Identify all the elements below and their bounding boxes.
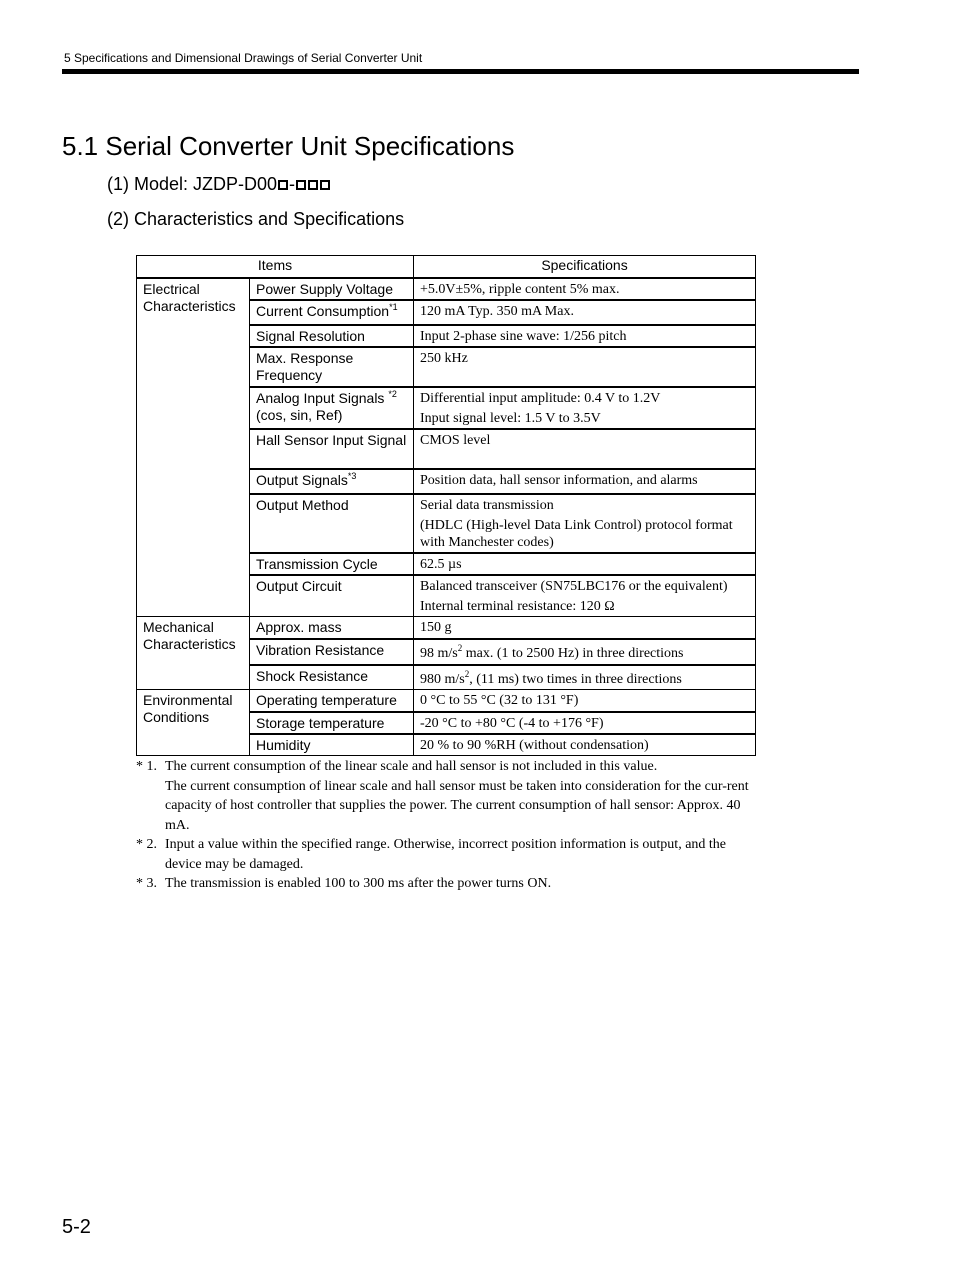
spec-line: 0 °C to 55 °C (32 to 131 °F) (420, 693, 579, 708)
spec-cell (414, 575, 756, 617)
spec-cell (414, 734, 756, 756)
item-cell (250, 690, 414, 712)
spec-cell (414, 387, 756, 429)
model-label: (1) Model: JZDP-D00 (107, 174, 278, 194)
item-label: Vibration Resistance (256, 641, 385, 658)
col-header-items: Items (137, 256, 414, 279)
item-cell (250, 387, 414, 429)
footnote-ref: *1 (389, 302, 398, 312)
footnote-text-continued: The current consumption of linear scale and hall sensor must be taken into consideration for the cur-rent capacity of host controller that supplies the power. The current consumption of hall sensor: Approx. 40 mA. (165, 778, 749, 833)
category-cell: Mechanical Characteristics (137, 617, 250, 690)
item-label: Max. Response Frequency (256, 350, 354, 383)
spec-cell (414, 429, 756, 469)
footnote-text: The current consumption of the linear scale and hall sensor is not included in this value. (165, 759, 658, 774)
header-rule (62, 69, 859, 74)
placeholder-box-icon (320, 180, 330, 190)
spec-line: Input signal level: 1.5 V to 3.5V (420, 411, 601, 426)
item-label: Current Consumption (256, 303, 390, 319)
item-label: Transmission Cycle (256, 556, 378, 572)
table-header-row (137, 256, 756, 279)
unit-exponent: 2 (457, 642, 463, 653)
placeholder-box-icon (296, 180, 306, 190)
spec-cell (414, 553, 756, 575)
footnote-ref: *3 (347, 471, 357, 481)
spec-cell (414, 325, 756, 347)
page-number: 5-2 (62, 1216, 91, 1238)
spec-line: 20 % to 90 %RH (without condensation) (420, 737, 649, 753)
item-label: Shock Resistance (256, 667, 369, 684)
footnote (136, 874, 756, 894)
item-label: Operating temperature (256, 692, 397, 708)
item-cell (250, 665, 414, 690)
item-label: Output Signals (256, 472, 348, 488)
model-heading (107, 174, 331, 195)
item-label: Output Circuit (256, 578, 342, 594)
category-cell: Environmental Conditions (137, 690, 250, 756)
spec-line: Balanced transceiver (SN75LBC176 or the equivalent) (420, 579, 728, 594)
spec-line: 150 g (420, 620, 452, 635)
item-cell (250, 575, 414, 617)
spec-cell (414, 494, 756, 553)
category-cell: Electrical Characteristics (137, 278, 250, 617)
item-cell (250, 300, 414, 325)
spec-line: Position data, hall sensor information, and alarms (420, 473, 698, 488)
item-cell (250, 494, 414, 553)
spec-line: 62.5 µs (420, 557, 462, 572)
unit-exponent: 2 (464, 668, 470, 679)
table-row (137, 617, 756, 639)
spec-cell (414, 300, 756, 325)
spec-line: CMOS level (420, 433, 491, 448)
item-cell (250, 617, 414, 639)
spec-line: (HDLC (High-level Data Link Control) protocol format with Manchester codes) (420, 518, 733, 550)
spec-text: max. (1 to 2500 Hz) in three directions (462, 645, 684, 661)
footnote-text: The transmission is enabled 100 to 300 ms after the power turns ON. (165, 876, 552, 891)
spec-cell (414, 617, 756, 639)
item-label: Power Supply Voltage (256, 281, 393, 297)
item-cell (250, 734, 414, 756)
spec-cell (414, 639, 756, 665)
spec-line: 120 mA Typ. 350 mA Max. (420, 304, 574, 319)
item-label: Signal Resolution (256, 328, 365, 344)
running-header: 5 Specifications and Dimensional Drawings of Serial Converter Unit (64, 51, 423, 65)
item-label: Approx. mass (256, 619, 342, 635)
table-body (137, 278, 756, 756)
spec-line: Internal terminal resistance: 120 Ω (420, 599, 615, 614)
footnote (136, 757, 756, 835)
spec-cell (414, 278, 756, 300)
table-row (137, 278, 756, 300)
spec-line: +5.0V±5%, ripple content 5% max. (420, 282, 620, 297)
col-header-specifications: Specifications (414, 256, 756, 279)
spec-cell (414, 712, 756, 734)
spec-line: Differential input amplitude: 0.4 V to 1.2V (420, 391, 661, 406)
item-label: Hall Sensor Input Signal (256, 432, 407, 448)
footnote (136, 835, 756, 874)
item-cell (250, 347, 414, 387)
item-cell (250, 325, 414, 347)
spec-cell (414, 665, 756, 690)
spec-line: Serial data transmission (420, 498, 554, 513)
spec-text: 980 m/s (420, 671, 465, 687)
footnote-text: Input a value within the specified range. Otherwise, incorrect position information is output, and the device may be damaged. (165, 837, 727, 872)
item-label: Analog Input Signals (256, 390, 389, 406)
model-dash: - (289, 174, 296, 194)
placeholder-box-icon (308, 180, 318, 190)
footnote-mark: * 1. (136, 759, 157, 774)
item-cell (250, 712, 414, 734)
footnote-mark: * 2. (136, 837, 157, 852)
spec-cell (414, 690, 756, 712)
item-cell (250, 553, 414, 575)
item-label: Humidity (256, 736, 311, 753)
item-label: Output Method (256, 497, 349, 513)
placeholder-box-icon (278, 180, 288, 190)
table-row (137, 690, 756, 712)
item-cell (250, 469, 414, 494)
footnote-mark: * 3. (136, 876, 157, 891)
spec-text: 98 m/s (420, 645, 458, 661)
spec-cell (414, 347, 756, 387)
spec-text: , (11 ms) two times in three directions (469, 671, 682, 687)
spec-line: Input 2-phase sine wave: 1/256 pitch (420, 329, 627, 344)
item-label: Storage temperature (256, 714, 385, 731)
footnote-ref: *2 (388, 389, 397, 399)
item-cell (250, 429, 414, 469)
section-title: 5.1 Serial Converter Unit Specifications (62, 131, 515, 161)
spec-line: 250 kHz (420, 351, 468, 366)
item-label-line2: (cos, sin, Ref) (256, 407, 343, 423)
spec-line: -20 °C to +80 °C (-4 to +176 °F) (420, 715, 604, 731)
footnotes (136, 757, 756, 894)
spec-table (136, 255, 756, 756)
characteristics-heading: (2) Characteristics and Specifications (107, 209, 405, 229)
spec-cell (414, 469, 756, 494)
item-cell (250, 278, 414, 300)
item-cell (250, 639, 414, 665)
